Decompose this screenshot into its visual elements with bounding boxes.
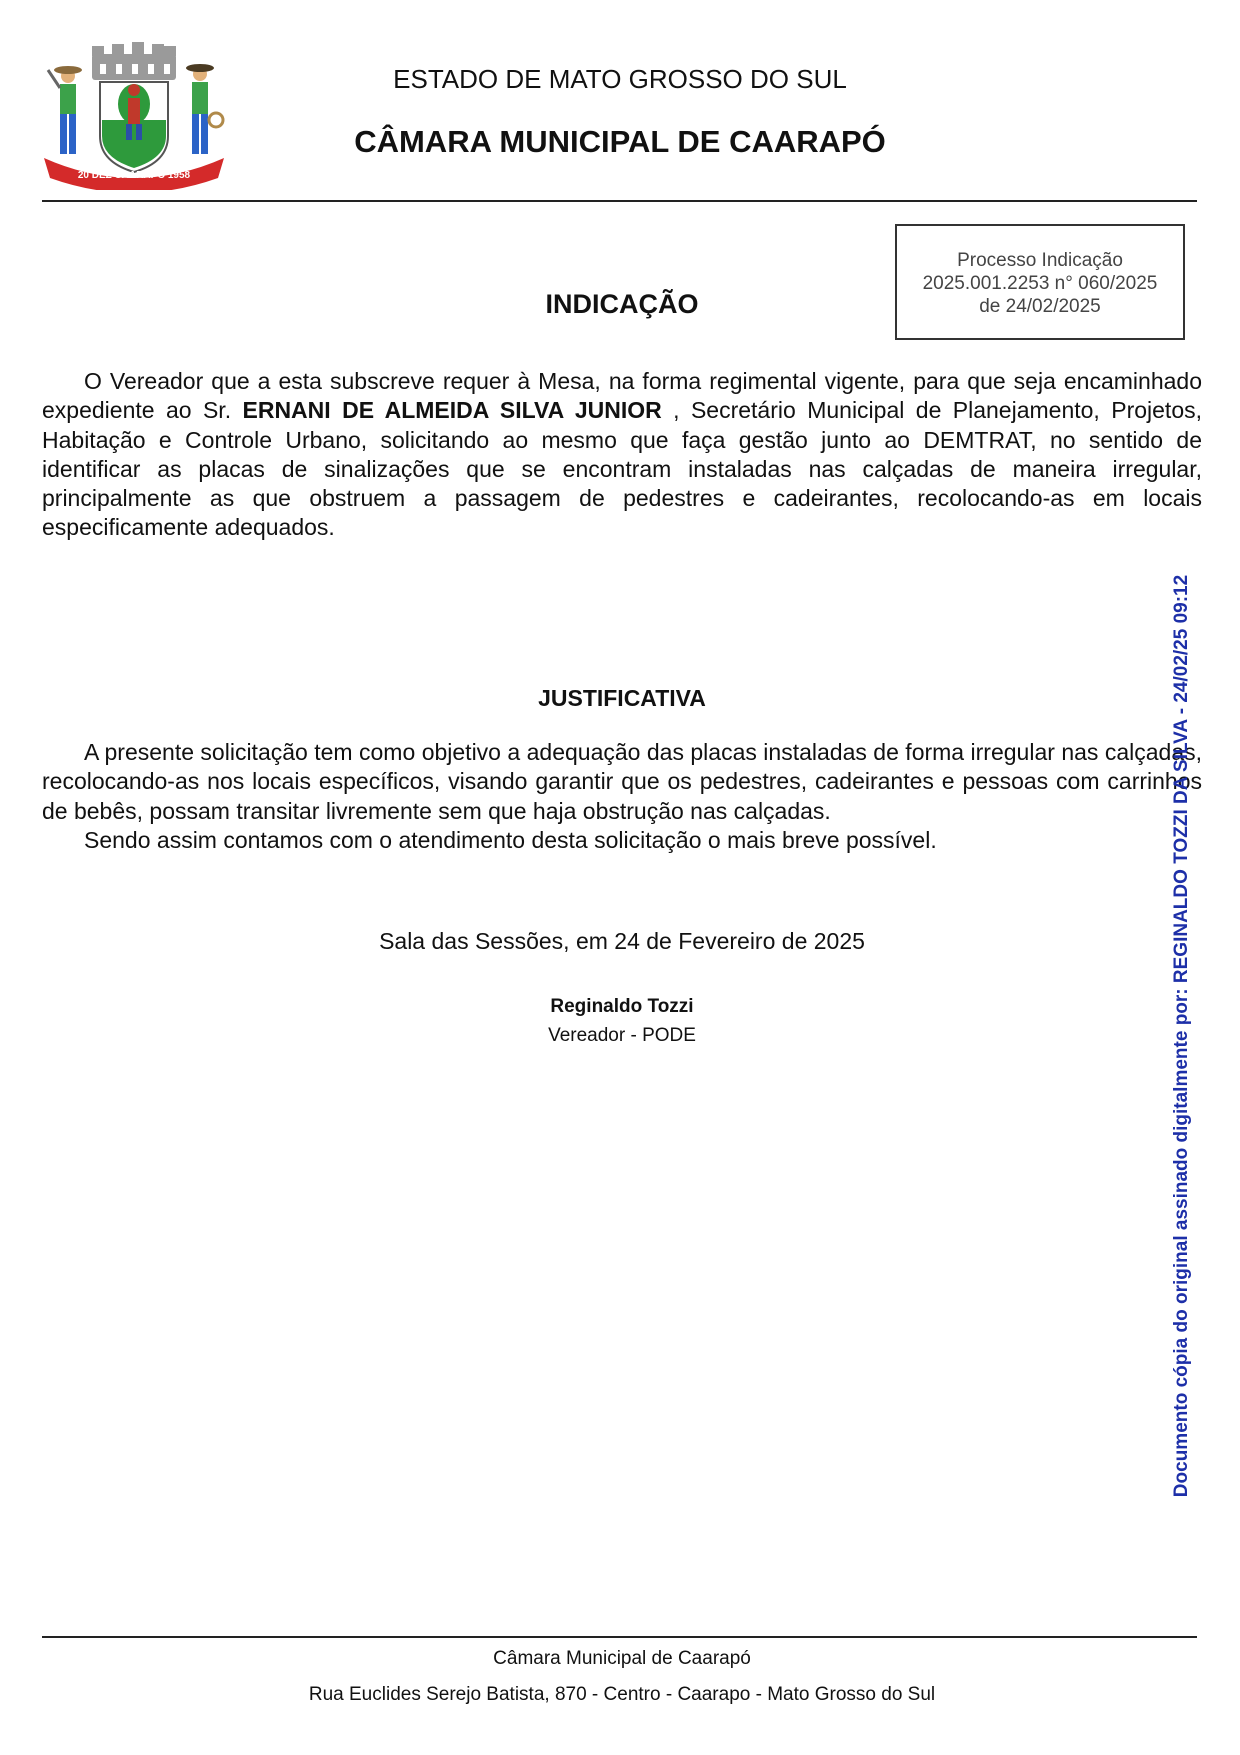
footer-address: Rua Euclides Serejo Batista, 870 - Centro - Caarapo - Mato Grosso do Sul bbox=[308, 1684, 936, 1705]
crest-ribbon-text: 20 DEZ CAARAPÓ 1958 bbox=[77, 170, 191, 181]
footer-divider bbox=[42, 1636, 1197, 1638]
stamp-line-1: Processo Indicação bbox=[957, 250, 1123, 271]
indication-body bbox=[42, 367, 1202, 543]
signer-name: Reginaldo Tozzi bbox=[550, 996, 694, 1017]
stamp-line-2: 2025.001.2253 n° 060/2025 bbox=[922, 273, 1158, 294]
secretary-name: ERNANI DE ALMEIDA SILVA JUNIOR bbox=[242, 397, 662, 424]
process-stamp bbox=[895, 224, 1185, 340]
stamp-line-3: de 24/02/2025 bbox=[979, 296, 1101, 317]
justification-paragraph-2: Sendo assim contamos com o atendimento desta solicitação o mais breve possível. bbox=[84, 826, 937, 853]
body-text-after-name: , Secretário Municipal de Planejamento, Projetos, Habitação e Controle Urbano, solicitando ao mesmo que faça gestão junto ao DEMTRAT, no sentido de identificar as placas de sinalizações que se encontram instaladas nas calçadas de maneira irregular, principalmente as que obstruem a passagem de pedestres e cadeirantes, recolocando-as em locais especificamente adequados. bbox=[42, 397, 1202, 541]
municipal-coat-of-arms bbox=[40, 40, 228, 190]
justification-paragraph-1: A presente solicitação tem como objetivo a adequação das placas instaladas de forma irregular nas calçadas, recolocando-as nos locais específicos, visando garantir que os pedestres, cadeirantes e pessoas com carrinhos de bebês, possam transitar livremente sem que haja obstrução nas calçadas. bbox=[42, 739, 1202, 824]
header-divider bbox=[42, 200, 1197, 202]
document-title: INDICAÇÃO bbox=[545, 289, 699, 319]
footer-institution: Câmara Municipal de Caarapó bbox=[493, 1648, 751, 1669]
signer-role: Vereador - PODE bbox=[548, 1025, 696, 1046]
justification-body bbox=[42, 738, 1202, 855]
chamber-name: CÂMARA MUNICIPAL DE CAARAPÓ bbox=[354, 124, 886, 159]
place-and-date: Sala das Sessões, em 24 de Fevereiro de 2025 bbox=[379, 928, 865, 954]
digital-signature-note: Documento cópia do original assinado digitalmente por: REGINALDO TOZZI DA SILVA - 24/02/25 09:12 bbox=[1171, 574, 1192, 1498]
body-text-before-name: O Vereador que a esta subscreve requer à Mesa, na forma regimental vigente, para que seja encaminhado expediente ao Sr. bbox=[42, 368, 1202, 424]
state-name: ESTADO DE MATO GROSSO DO SUL bbox=[393, 64, 847, 94]
justification-title: JUSTIFICATIVA bbox=[538, 685, 706, 711]
